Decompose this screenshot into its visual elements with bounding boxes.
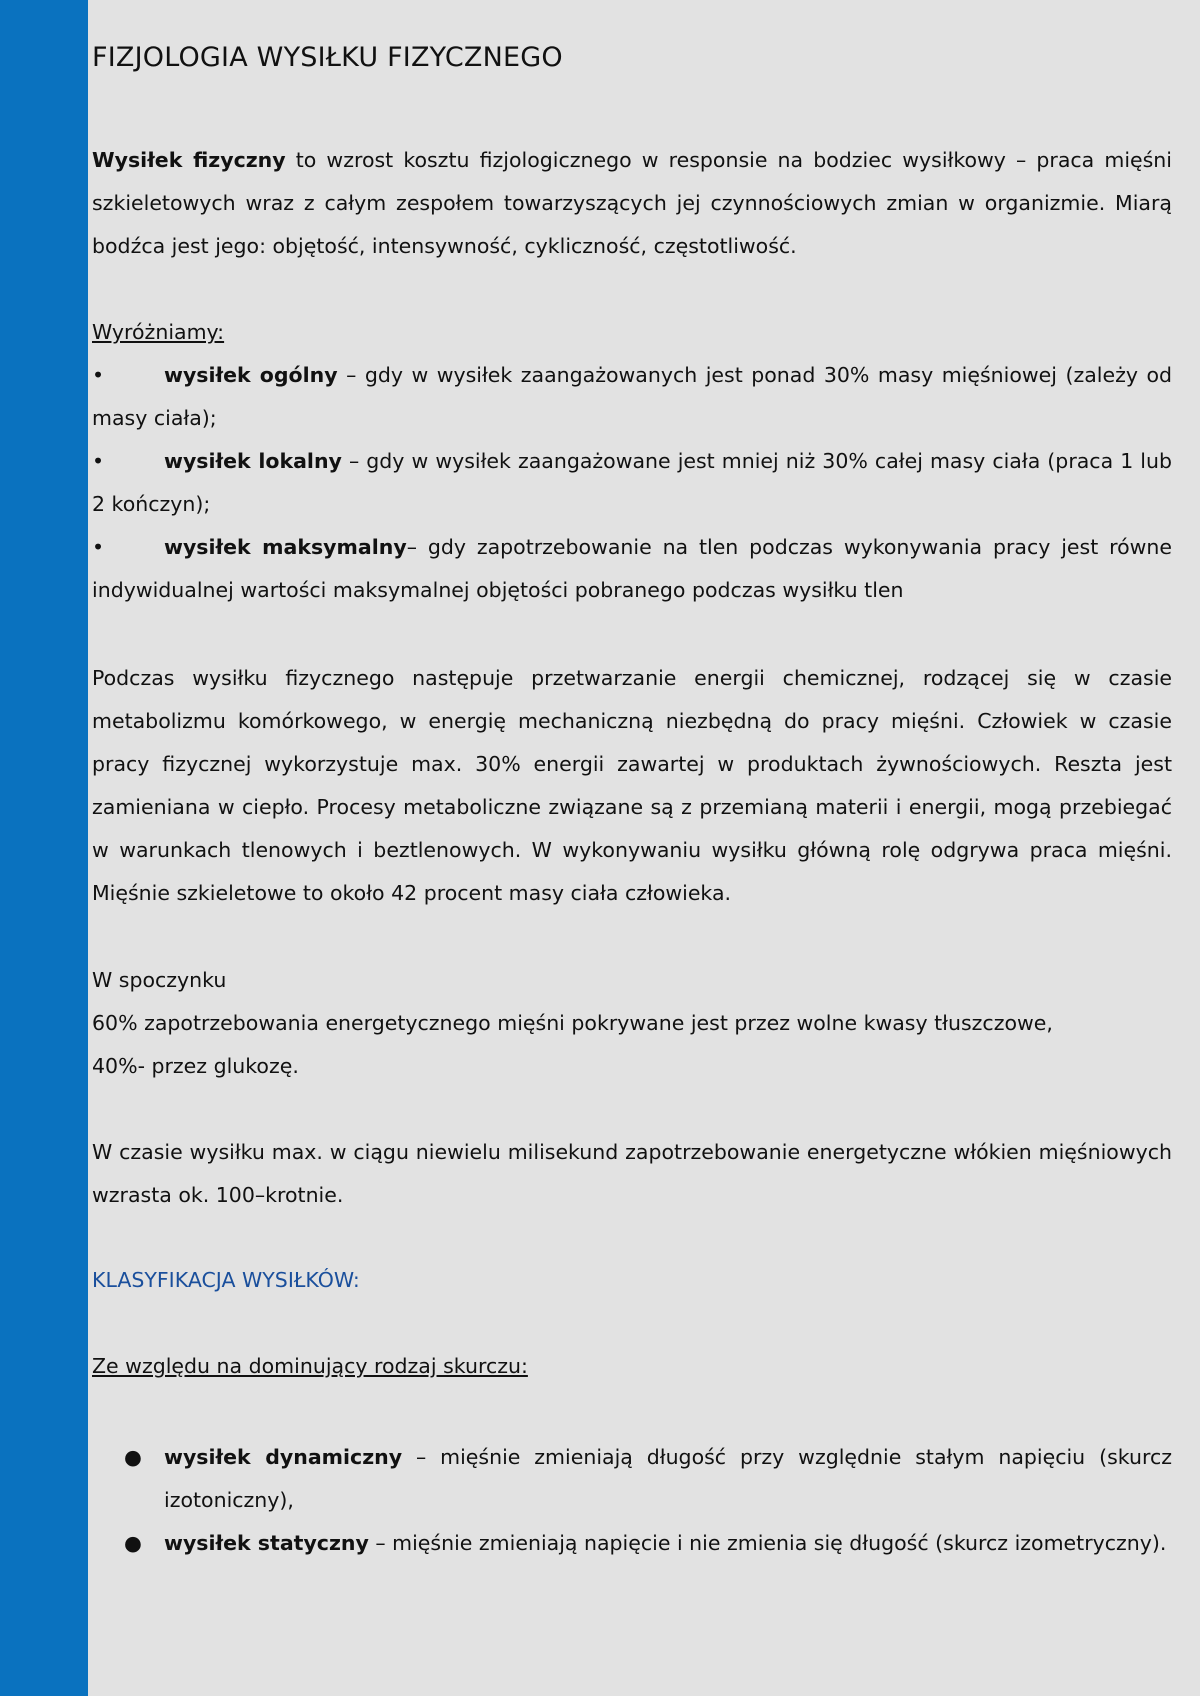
distinguish-label: Wyróżniamy:: [92, 320, 225, 344]
rest-line-2: 40%- przez glukozę.: [92, 1054, 299, 1078]
bullet-icon: •: [92, 535, 105, 559]
list-item-general-effort: • wysiłek ogólny – gdy w wysiłek zaangażowanych jest ponad 30% masy mięśniowej (zależy od masy ciała);: [92, 354, 1172, 440]
rest-line-1: 60% zapotrzebowania energetycznego mięśni pokrywane jest przez wolne kwasy tłuszczowe,: [92, 1011, 1053, 1035]
intro-text: to wzrost kosztu fizjologicznego w responsie na bodziec wysiłkowy – praca mięśni szkieletowych wraz z całym zespołem towarzyszących jej czynnościowych zmian w organizmie. Miarą bodźca jest jego: objętość, intensywność, cykliczność, częstotliwość.: [92, 148, 1173, 258]
contraction-label: Ze względu na dominujący rodzaj skurczu:: [92, 1354, 528, 1378]
list-item-max-effort: • wysiłek maksymalny– gdy zapotrzebowanie na tlen podczas wykonywania pracy jest równe indywidualnej wartości maksymalnej objętości pobranego podczas wysiłku tlen: [92, 526, 1172, 612]
list-item-dynamic-effort: ● wysiłek dynamiczny – mięśnie zmieniają długość przy względnie stałym napięciu (skurcz izotoniczny),: [124, 1436, 1172, 1522]
bullet-icon: ●: [124, 1445, 142, 1469]
max-effort-paragraph: W czasie wysiłku max. w ciągu niewielu milisekund zapotrzebowanie energetyczne włókien mięśniowych wzrasta ok. 100–krotnie.: [92, 1140, 1172, 1207]
list-item-local-effort: • wysiłek lokalny – gdy w wysiłek zaangażowane jest mniej niż 30% całej masy ciała (praca 1 lub 2 kończyn);: [92, 440, 1172, 526]
sidebar-accent-bar: [0, 0, 88, 1696]
bullet-icon: ●: [124, 1531, 142, 1555]
bullet-icon: •: [92, 363, 105, 387]
intro-term: Wysiłek fizyczny: [92, 148, 286, 172]
contraction-list: [124, 1436, 1172, 1565]
energy-paragraph: Podczas wysiłku fizycznego następuje przetwarzanie energii chemicznej, rodzącej się w czasie metabolizmu komórkowego, w energię mechaniczną niezbędną do pracy mięśni. Człowiek w czasie pracy fizycznej wykorzystuje max. 30% energii zawartej w produktach żywnościowych. Reszta jest zamieniana w ciepło. Procesy metaboliczne związane są z przemianą materii i energii, mogą przebiegać w warunkach tlenowych i beztlenowych. W wykonywaniu wysiłku główną rolę odgrywa praca mięśni. Mięśnie szkieletowe to około 42 procent masy ciała człowieka.: [92, 666, 1172, 905]
classification-heading: KLASYFIKACJA WYSIŁKÓW:: [92, 1268, 360, 1292]
rest-heading: W spoczynku: [92, 968, 227, 992]
list-item-static-effort: ● wysiłek statyczny – mięśnie zmieniają napięcie i nie zmienia się długość (skurcz izometryczny).: [124, 1522, 1172, 1565]
bullet-icon: •: [92, 449, 105, 473]
intro-paragraph: [92, 139, 1172, 268]
page-title: FIZJOLOGIA WYSIŁKU FIZYCZNEGO: [92, 42, 563, 73]
